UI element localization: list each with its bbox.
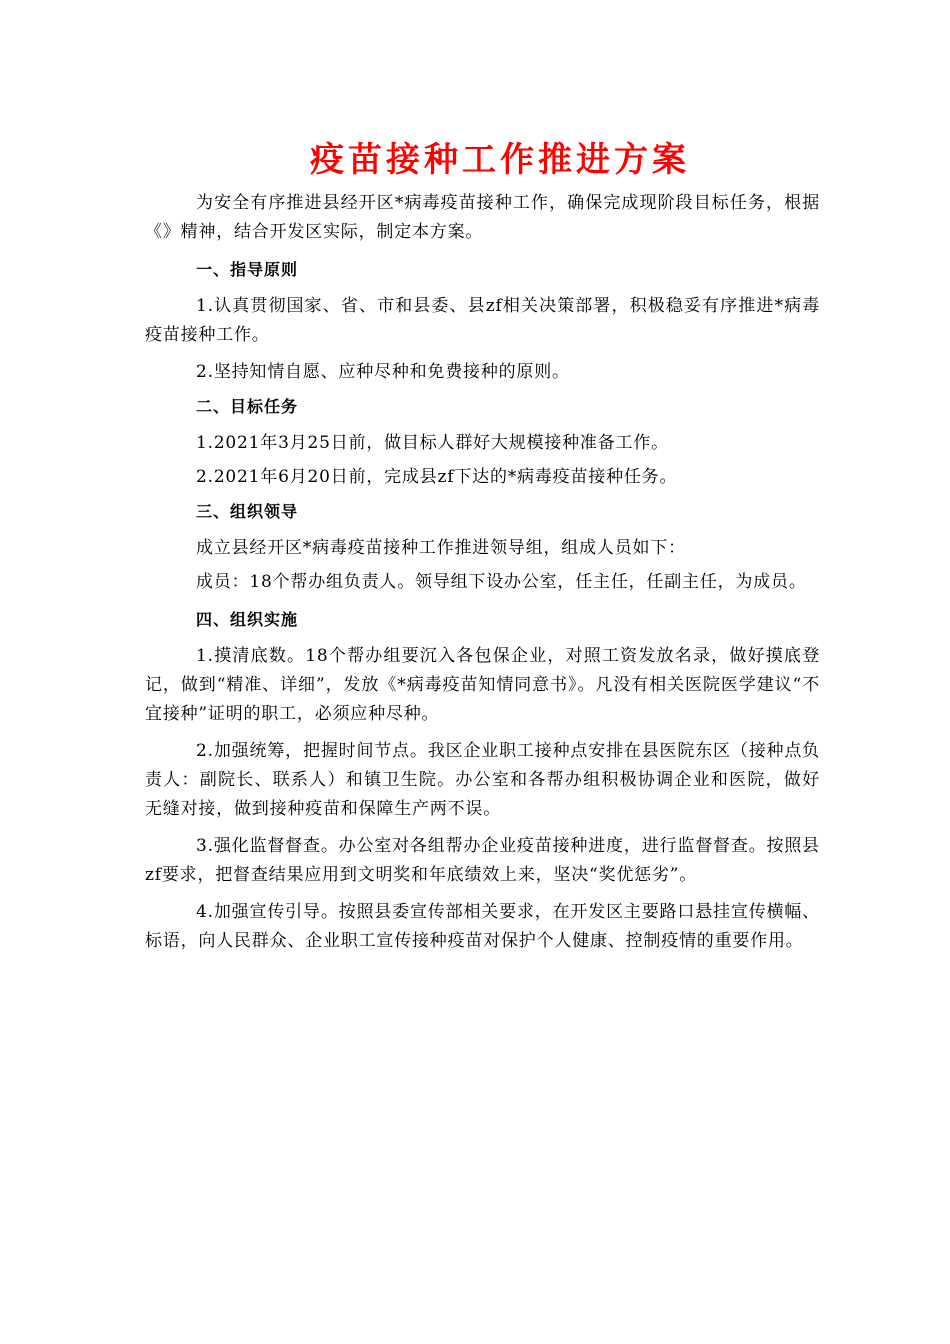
section-heading-implementation: 四、组织实施 [196, 610, 299, 629]
section-heading-principles: 一、指导原则 [196, 260, 299, 279]
leadership-paragraph-2: 成员：18个帮办组负责人。领导组下设办公室，任主任，任副主任，为成员。 [196, 572, 807, 592]
intro-paragraph: 为安全有序推进县经开区*病毒疫苗接种工作，确保完成现阶段目标任务，根据《》精神，结合开发区实际，制定本方案。 [145, 193, 820, 242]
section-heading-leadership: 三、组织领导 [196, 502, 299, 521]
section-heading-goals: 二、目标任务 [196, 397, 299, 416]
implementation-paragraph-2: 2.加强统筹，把握时间节点。我区企业职工接种点安排在县医院东区（接种点负责人：副院长、联系人）和镇卫生院。办公室和各帮办组积极协调企业和医院，做好无缝对接，做到接种疫苗和保障生产两不误。 [145, 741, 820, 819]
principle-paragraph-1: 1.认真贯彻国家、省、市和县委、县zf相关决策部署，积极稳妥有序推进*病毒疫苗接种工作。 [145, 296, 820, 345]
principle-paragraph-2: 2.坚持知情自愿、应种尽种和免费接种的原则。 [196, 362, 570, 382]
implementation-paragraph-3: 3.强化监督督查。办公室对各组帮办企业疫苗接种进度，进行监督督查。按照县zf要求，把督查结果应用到文明奖和年底绩效上来，坚决“奖优惩劣”。 [145, 836, 820, 885]
goal-paragraph-1: 1.2021年3月25日前，做目标人群好大规模接种准备工作。 [196, 433, 669, 453]
document-title: 疫苗接种工作推进方案 [310, 140, 690, 180]
implementation-paragraph-4: 4.加强宣传引导。按照县委宣传部相关要求，在开发区主要路口悬挂宣传横幅、标语，向人民群众、企业职工宣传接种疫苗对保护个人健康、控制疫情的重要作用。 [145, 902, 820, 951]
implementation-paragraph-1: 1.摸清底数。18个帮办组要沉入各包保企业，对照工资发放名录，做好摸底登记，做到“精准、详细”，发放《*病毒疫苗知情同意书》。凡没有相关医院医学建议“不宜接种”证明的职工，必须应种尽种。 [145, 646, 820, 724]
leadership-paragraph-1: 成立县经开区*病毒疫苗接种工作推进领导组，组成人员如下： [196, 538, 686, 558]
goal-paragraph-2: 2.2021年6月20日前，完成县zf下达的*病毒疫苗接种任务。 [196, 467, 678, 487]
document-body [145, 189, 820, 964]
